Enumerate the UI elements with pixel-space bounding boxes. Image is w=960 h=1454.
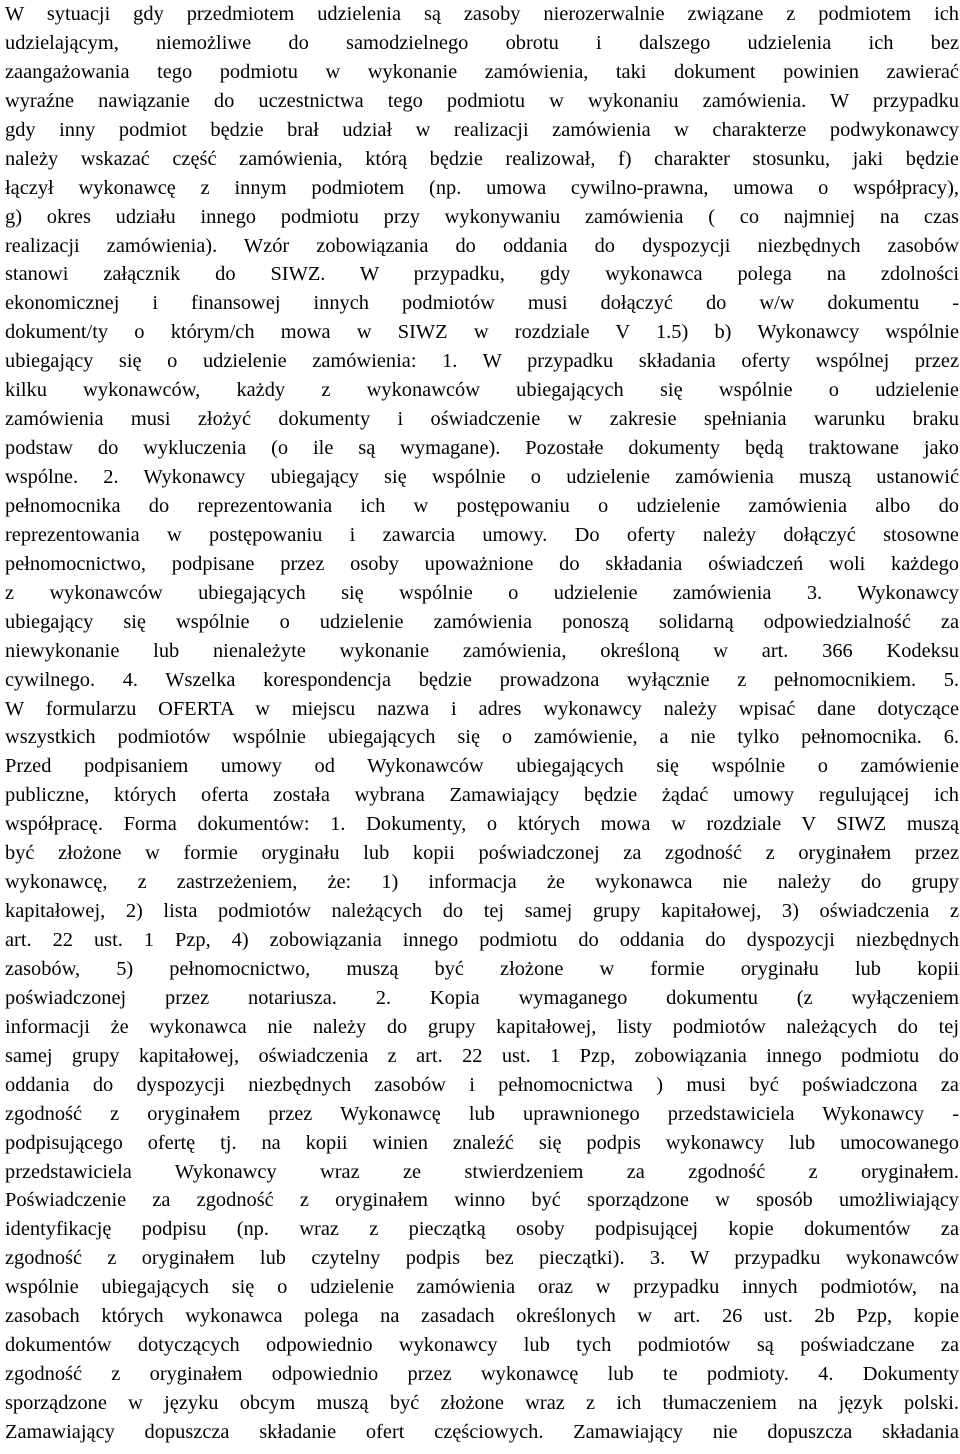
text-line: realizacji zamówienia). Wzór zobowiązania do oddania do dyspozycji niezbędnych zasobów [5, 234, 959, 257]
text-line: być złożone w formie oryginału lub kopii poświadczonej za zgodność z oryginałem przez [5, 842, 959, 865]
text-line: zamówienia musi złożyć dokumenty i oświadczenie w zakresie spełniania warunku braku [5, 408, 959, 431]
text-line: reprezentowania w postępowaniu i zawarcia umowy. Do oferty należy dołączyć stosowne [5, 523, 959, 546]
text-line: należy wskazać część zamówienia, którą będzie realizował, f) charakter stosunku, jaki będzie [5, 147, 959, 170]
text-line: kilku wykonawców, każdy z wykonawców ubiegających się wspólnie o udzielenie [5, 379, 959, 402]
text-line: łączył wykonawcę z innym podmiotem (np. umowa cywilno-prawna, umowa o współpracy), [5, 176, 959, 199]
text-line: dokumentów dotyczących odpowiednio wykonawcy lub tych podmiotów są poświadczane za [5, 1334, 959, 1357]
text-line: wyraźne nawiązanie do uczestnictwa tego podmiotu w wykonaniu zamówienia. W przypadku [5, 89, 959, 112]
text-line: przedstawiciela Wykonawcy wraz ze stwierdzeniem za zgodność z oryginałem. [5, 1160, 959, 1183]
text-line: art. 22 ust. 1 Pzp, 4) zobowiązania innego podmiotu do oddania do dyspozycji niezbędnych [5, 929, 959, 951]
text-line: współpracę. Forma dokumentów: 1. Dokumenty, o których mowa w rozdziale V SIWZ muszą [5, 813, 959, 836]
text-line: zasobach których wykonawca polega na zasadach określonych w art. 26 ust. 2b Pzp, kopie [5, 1305, 959, 1328]
text-line: W sytuacji gdy przedmiotem udzielenia są zasoby nierozerwalnie związane z podmiotem ich [5, 3, 959, 25]
text-line: identyfikację podpisu (np. wraz z pieczątką osoby podpisującej kopie dokumentów za [5, 1218, 959, 1241]
text-line: dokument/ty o którym/ch mowa w SIWZ w rozdziale V 1.5) b) Wykonawcy wspólnie [5, 321, 959, 344]
text-line: kapitałowej, 2) lista podmiotów należących do tej samej grupy kapitałowej, 3) oświadczenia z [5, 900, 959, 923]
text-line: Poświadczenie za zgodność z oryginałem winno być sporządzone w sposób umożliwiający [5, 1189, 959, 1212]
text-line: zgodność z oryginałem odpowiednio przez wykonawcę lub te podmioty. 4. Dokumenty [5, 1363, 959, 1386]
text-line: zaangażowania tego podmiotu w wykonanie zamówienia, taki dokument powinien zawierać [5, 60, 959, 83]
text-line: poświadczonej przez notariusza. 2. Kopia wymaganego dokumentu (z wyłączeniem [5, 986, 959, 1009]
text-line: stanowi załącznik do SIWZ. W przypadku, gdy wykonawca polega na zdolności [5, 263, 959, 286]
text-line: sporządzone w języku obcym muszą być złożone wraz z ich tłumaczeniem na język polski. [5, 1392, 959, 1414]
text-line: cywilnego. 4. Wszelka korespondencja będzie prowadzona wyłącznie z pełnomocnikiem. 5. [5, 668, 959, 691]
text-line: niewykonanie lub nienależyte wykonanie zamówienia, określoną w art. 366 Kodeksu [5, 639, 959, 662]
text-line: zgodność z oryginałem lub czytelny podpis bez pieczątki). 3. W przypadku wykonawców [5, 1247, 959, 1270]
text-line: pełnomocnictwo, podpisane przez osoby upoważnione do składania oświadczeń woli każdego [5, 552, 959, 575]
text-line: W formularzu OFERTA w miejscu nazwa i adres wykonawcy należy wpisać dane dotyczące [5, 697, 959, 720]
text-line: zgodność z oryginałem przez Wykonawcę lub uprawnionego przedstawiciela Wykonawcy - [5, 1102, 959, 1125]
text-line: podpisującego ofertę tj. na kopii winien znaleźć się podpis wykonawcy lub umocowanego [5, 1131, 959, 1154]
text-line: wykonawcę, z zastrzeżeniem, że: 1) informacja że wykonawca nie należy do grupy [5, 871, 959, 894]
text-line: oddania do dyspozycji niezbędnych zasobów i pełnomocnictwa ) musi być poświadczona za [5, 1073, 959, 1096]
text-line: samej grupy kapitałowej, oświadczenia z art. 22 ust. 1 Pzp, zobowiązania innego podmiotu do [5, 1044, 959, 1067]
text-line: gdy inny podmiot będzie brał udział w realizacji zamówienia w charakterze podwykonawcy [5, 118, 959, 141]
text-line: zasobów, 5) pełnomocnictwo, muszą być złożone w formie oryginału lub kopii [5, 957, 959, 980]
text-line: wspólne. 2. Wykonawcy ubiegający się wspólnie o udzielenie zamówienia muszą ustanowić [5, 466, 959, 488]
text-line: ubiegający się wspólnie o udzielenie zamówienia ponoszą solidarną odpowiedzialność za [5, 610, 959, 633]
text-line: ubiegający się o udzielenie zamówienia: 1. W przypadku składania oferty wspólnej przez [5, 350, 959, 373]
text-line: z wykonawców ubiegających się wspólnie o udzielenie zamówienia 3. Wykonawcy [5, 581, 959, 604]
text-line: publiczne, których oferta została wybrana Zamawiający będzie żądać umowy regulującej ich [5, 784, 959, 807]
text-line: g) okres udziału innego podmiotu przy wykonywaniu zamówienia ( co najmniej na czas [5, 205, 959, 228]
text-line: Przed podpisaniem umowy od Wykonawców ubiegających się wspólnie o zamówienie [5, 755, 959, 778]
text-line: informacji że wykonawca nie należy do grupy kapitałowej, listy podmiotów należących do tej [5, 1015, 959, 1038]
text-line: wszystkich podmiotów wspólnie ubiegających się o zamówienie, a nie tylko pełnomocnika. 6. [5, 726, 959, 749]
document-body [5, 0, 959, 1447]
text-line: wspólnie ubiegających się o udzielenie zamówienia oraz w przypadku innych podmiotów, na [5, 1276, 959, 1299]
text-line: pełnomocnika do reprezentowania ich w postępowaniu o udzielenie zamówienia albo do [5, 494, 959, 517]
text-line: Zamawiający dopuszcza składanie ofert częściowych. Zamawiający nie dopuszcza składania [5, 1420, 959, 1443]
text-line: udzielającym, niemożliwe do samodzielnego obrotu i dalszego udzielenia ich bez [5, 31, 959, 54]
text-line: ekonomicznej i finansowej innych podmiotów musi dołączyć do w/w dokumentu - [5, 292, 959, 315]
text-line: podstaw do wykluczenia (o ile są wymagane). Pozostałe dokumenty będą traktowane jako [5, 437, 959, 460]
